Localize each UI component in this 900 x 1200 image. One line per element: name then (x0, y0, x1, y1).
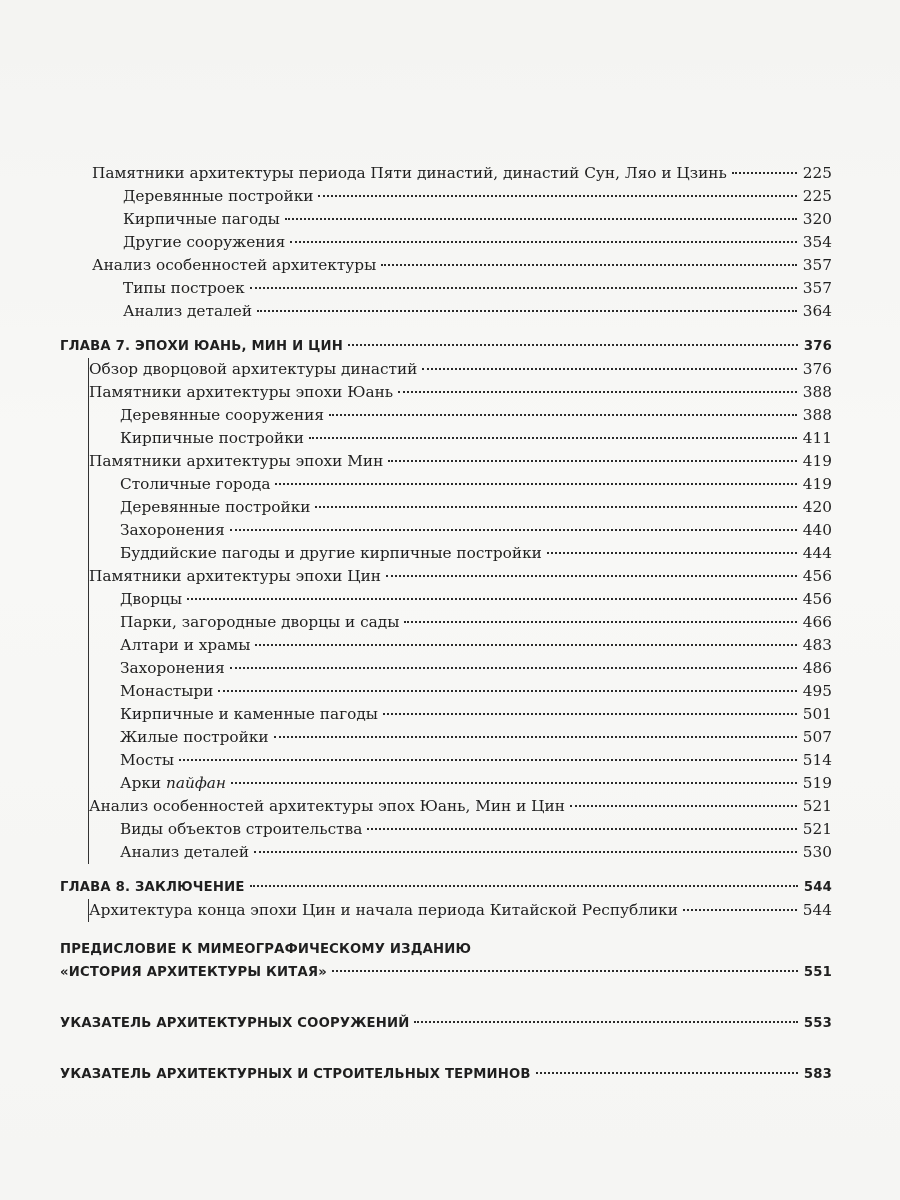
spacer (60, 1035, 832, 1051)
toc-entry[interactable] (60, 231, 832, 254)
toc-entry[interactable] (89, 427, 832, 450)
dot-leader (254, 851, 797, 853)
toc-entry[interactable] (89, 899, 832, 922)
toc-entry-label: Кирпичные и каменные пагоды (120, 705, 378, 723)
toc-entry[interactable] (89, 496, 832, 519)
toc-entry-page: 444 (802, 544, 832, 562)
toc-entry-page: 519 (802, 774, 832, 792)
spacer (60, 323, 832, 335)
toc-entry-label: Архитектура конца эпохи Цин и начала периода Китайской Республики (89, 901, 678, 919)
chapter-page: 551 (803, 965, 832, 980)
dot-leader (179, 759, 797, 761)
dot-leader (398, 391, 797, 393)
chapter-page: 583 (803, 1067, 832, 1082)
toc-entry-page: 225 (802, 164, 832, 182)
dot-leader (383, 713, 797, 715)
toc-entry-label: Буддийские пагоды и другие кирпичные постройки (120, 544, 542, 562)
spacer (60, 864, 832, 876)
toc-entry-page: 495 (802, 682, 832, 700)
toc-entry[interactable] (89, 818, 832, 841)
toc-entry[interactable] (60, 254, 832, 277)
dot-leader (683, 909, 797, 911)
toc-entry-page: 419 (802, 475, 832, 493)
toc-entry-page: 456 (802, 567, 832, 585)
toc-entry-page: 486 (802, 659, 832, 677)
chapter-heading[interactable] (60, 876, 832, 899)
toc-entry-page: 521 (802, 820, 832, 838)
toc-entry[interactable] (89, 519, 832, 542)
toc-entry-page: 376 (802, 360, 832, 378)
toc-entry[interactable] (60, 162, 832, 185)
toc-entry-page: 357 (802, 256, 832, 274)
toc-entry-label: Анализ особенностей архитектуры эпох Юань, Мин и Цин (89, 797, 565, 815)
chapter-title: УКАЗАТЕЛЬ АРХИТЕКТУРНЫХ И СТРОИТЕЛЬНЫХ ТЕРМИНОВ (60, 1067, 531, 1082)
toc-entry[interactable] (60, 185, 832, 208)
dot-leader (257, 310, 797, 312)
toc-entry-label-italic: пайфан (166, 774, 227, 792)
dot-leader (255, 644, 796, 646)
toc-entry-page: 364 (802, 302, 832, 320)
dot-leader (536, 1072, 798, 1074)
chapter-heading[interactable] (60, 1063, 832, 1086)
dot-leader (250, 885, 798, 887)
toc-entry-label: Кирпичные пагоды (123, 210, 280, 228)
toc-entry-page: 544 (802, 901, 832, 919)
toc-entry-label: Обзор дворцовой архитектуры династий (89, 360, 418, 378)
toc-entry[interactable] (89, 565, 832, 588)
dot-leader (388, 460, 797, 462)
toc-entry-page: 320 (802, 210, 832, 228)
dot-leader (218, 690, 796, 692)
toc-entry[interactable] (89, 450, 832, 473)
dot-leader (231, 782, 797, 784)
spacer (60, 922, 832, 938)
dot-leader (547, 552, 797, 554)
chapter-title-line2: «ИСТОРИЯ АРХИТЕКТУРЫ КИТАЯ» (60, 965, 327, 980)
toc-entry-label: Деревянные постройки (120, 498, 311, 516)
toc-entry-page: 354 (802, 233, 832, 251)
toc-entry[interactable] (60, 208, 832, 231)
toc-entry-label: Анализ деталей (120, 843, 250, 861)
dot-leader (309, 437, 797, 439)
toc-entry[interactable] (89, 657, 832, 680)
toc-entry-label: Деревянные сооружения (120, 406, 325, 424)
toc-entry-page: 411 (802, 429, 832, 447)
toc-entry-page: 456 (802, 590, 832, 608)
chapter-heading[interactable] (60, 335, 832, 358)
dot-leader (315, 506, 796, 508)
chapter-title: ГЛАВА 7. ЭПОХИ ЮАНЬ, МИН И ЦИН (60, 339, 344, 354)
toc-entry[interactable] (89, 680, 832, 703)
toc-entry-label: Кирпичные постройки (120, 429, 305, 447)
toc-entry-page: 420 (802, 498, 832, 516)
spacer (60, 1000, 832, 1012)
toc-entry[interactable] (60, 277, 832, 300)
toc-entry[interactable] (89, 841, 832, 864)
dot-leader (329, 414, 797, 416)
toc-entry-label: Деревянные постройки (123, 187, 314, 205)
toc-entry-page: 466 (802, 613, 832, 631)
toc-entry[interactable] (89, 542, 832, 565)
toc-entry-label: Памятники архитектуры эпохи Цин (89, 567, 381, 585)
toc-entry-label: Памятники архитектуры эпохи Мин (89, 452, 384, 470)
toc-entry[interactable] (89, 473, 832, 496)
toc-entry-page: 388 (802, 383, 832, 401)
chapter-7-entries (88, 358, 832, 864)
toc-entry-page: 440 (802, 521, 832, 539)
dot-leader (348, 344, 798, 346)
dot-leader (290, 241, 796, 243)
dot-leader (404, 621, 796, 623)
spacer (60, 984, 832, 1000)
toc-entry[interactable] (60, 300, 832, 323)
dot-leader (230, 529, 797, 531)
dot-leader (250, 287, 797, 289)
chapter-8-entries (88, 899, 832, 922)
dot-leader (187, 598, 797, 600)
toc-entry-label: Дворцы (120, 590, 183, 608)
dot-leader (285, 218, 797, 220)
dot-leader (414, 1021, 797, 1023)
dot-leader (732, 172, 797, 174)
toc-entry-label: Анализ особенностей архитектуры (92, 256, 377, 274)
toc-entry-label: Захоронения (120, 521, 225, 539)
toc-entry[interactable] (89, 726, 832, 749)
toc-entry-label: Памятники архитектуры эпохи Юань (89, 383, 394, 401)
chapter-page: 376 (803, 339, 832, 354)
toc-entry-label: Захоронения (120, 659, 225, 677)
dot-leader (386, 575, 797, 577)
toc-entry-label: Мосты (120, 751, 175, 769)
spacer (60, 1051, 832, 1063)
toc-entry[interactable] (89, 358, 832, 381)
toc-entry-page: 501 (802, 705, 832, 723)
chapter-title-line1: ПРЕДИСЛОВИЕ К МИМЕОГРАФИЧЕСКОМУ ИЗДАНИЮ (60, 942, 472, 957)
toc-entry-label: Анализ деталей (123, 302, 253, 320)
dot-leader (275, 483, 796, 485)
toc-entry[interactable] (89, 634, 832, 657)
chapter-heading[interactable] (60, 1012, 832, 1035)
toc-entry-label: Другие сооружения (123, 233, 286, 251)
toc-entry-label: Виды объектов строительства (120, 820, 363, 838)
chapter-heading[interactable] (60, 938, 832, 984)
toc-entry-page: 521 (802, 797, 832, 815)
chapter-page: 553 (803, 1016, 832, 1031)
toc-entry[interactable] (89, 795, 832, 818)
dot-leader (570, 805, 797, 807)
toc-entry-label: Алтари и храмы (120, 636, 251, 654)
toc-entry-page: 357 (802, 279, 832, 297)
toc-entry-label: Парки, загородные дворцы и сады (120, 613, 400, 631)
dot-leader (381, 264, 797, 266)
chapter-title: УКАЗАТЕЛЬ АРХИТЕКТУРНЫХ СООРУЖЕНИЙ (60, 1016, 410, 1031)
toc-entry-page: 507 (802, 728, 832, 746)
toc-entry-label: Столичные города (120, 475, 271, 493)
toc-entry-label: Монастыри (120, 682, 214, 700)
toc-entry[interactable] (89, 588, 832, 611)
toc-entry-page: 225 (802, 187, 832, 205)
toc-entry[interactable] (89, 749, 832, 772)
dot-leader (332, 970, 798, 972)
chapter-title: ГЛАВА 8. ЗАКЛЮЧЕНИЕ (60, 880, 245, 895)
toc-entry-page: 514 (802, 751, 832, 769)
toc-entry-label: Памятники архитектуры периода Пяти династий, династий Сун, Ляо и Цзинь (92, 164, 727, 182)
dot-leader (274, 736, 797, 738)
dot-leader (367, 828, 796, 830)
chapter-page: 544 (803, 880, 832, 895)
toc-entry-label: Жилые постройки (120, 728, 269, 746)
dot-leader (422, 368, 796, 370)
toc-entry-page: 388 (802, 406, 832, 424)
toc-entry[interactable] (89, 404, 832, 427)
table-of-contents (60, 162, 832, 1086)
toc-entry[interactable] (89, 703, 832, 726)
toc-entry-label-main: Арки (120, 774, 162, 792)
toc-entry-page: 483 (802, 636, 832, 654)
dot-leader (230, 667, 797, 669)
toc-entry[interactable] (89, 381, 832, 404)
toc-entry-page: 530 (802, 843, 832, 861)
toc-entry[interactable] (89, 611, 832, 634)
toc-entry-label: Типы построек (123, 279, 245, 297)
toc-entry-page: 419 (802, 452, 832, 470)
dot-leader (318, 195, 796, 197)
toc-entry[interactable] (89, 772, 832, 795)
toc-entry-label (120, 772, 226, 795)
